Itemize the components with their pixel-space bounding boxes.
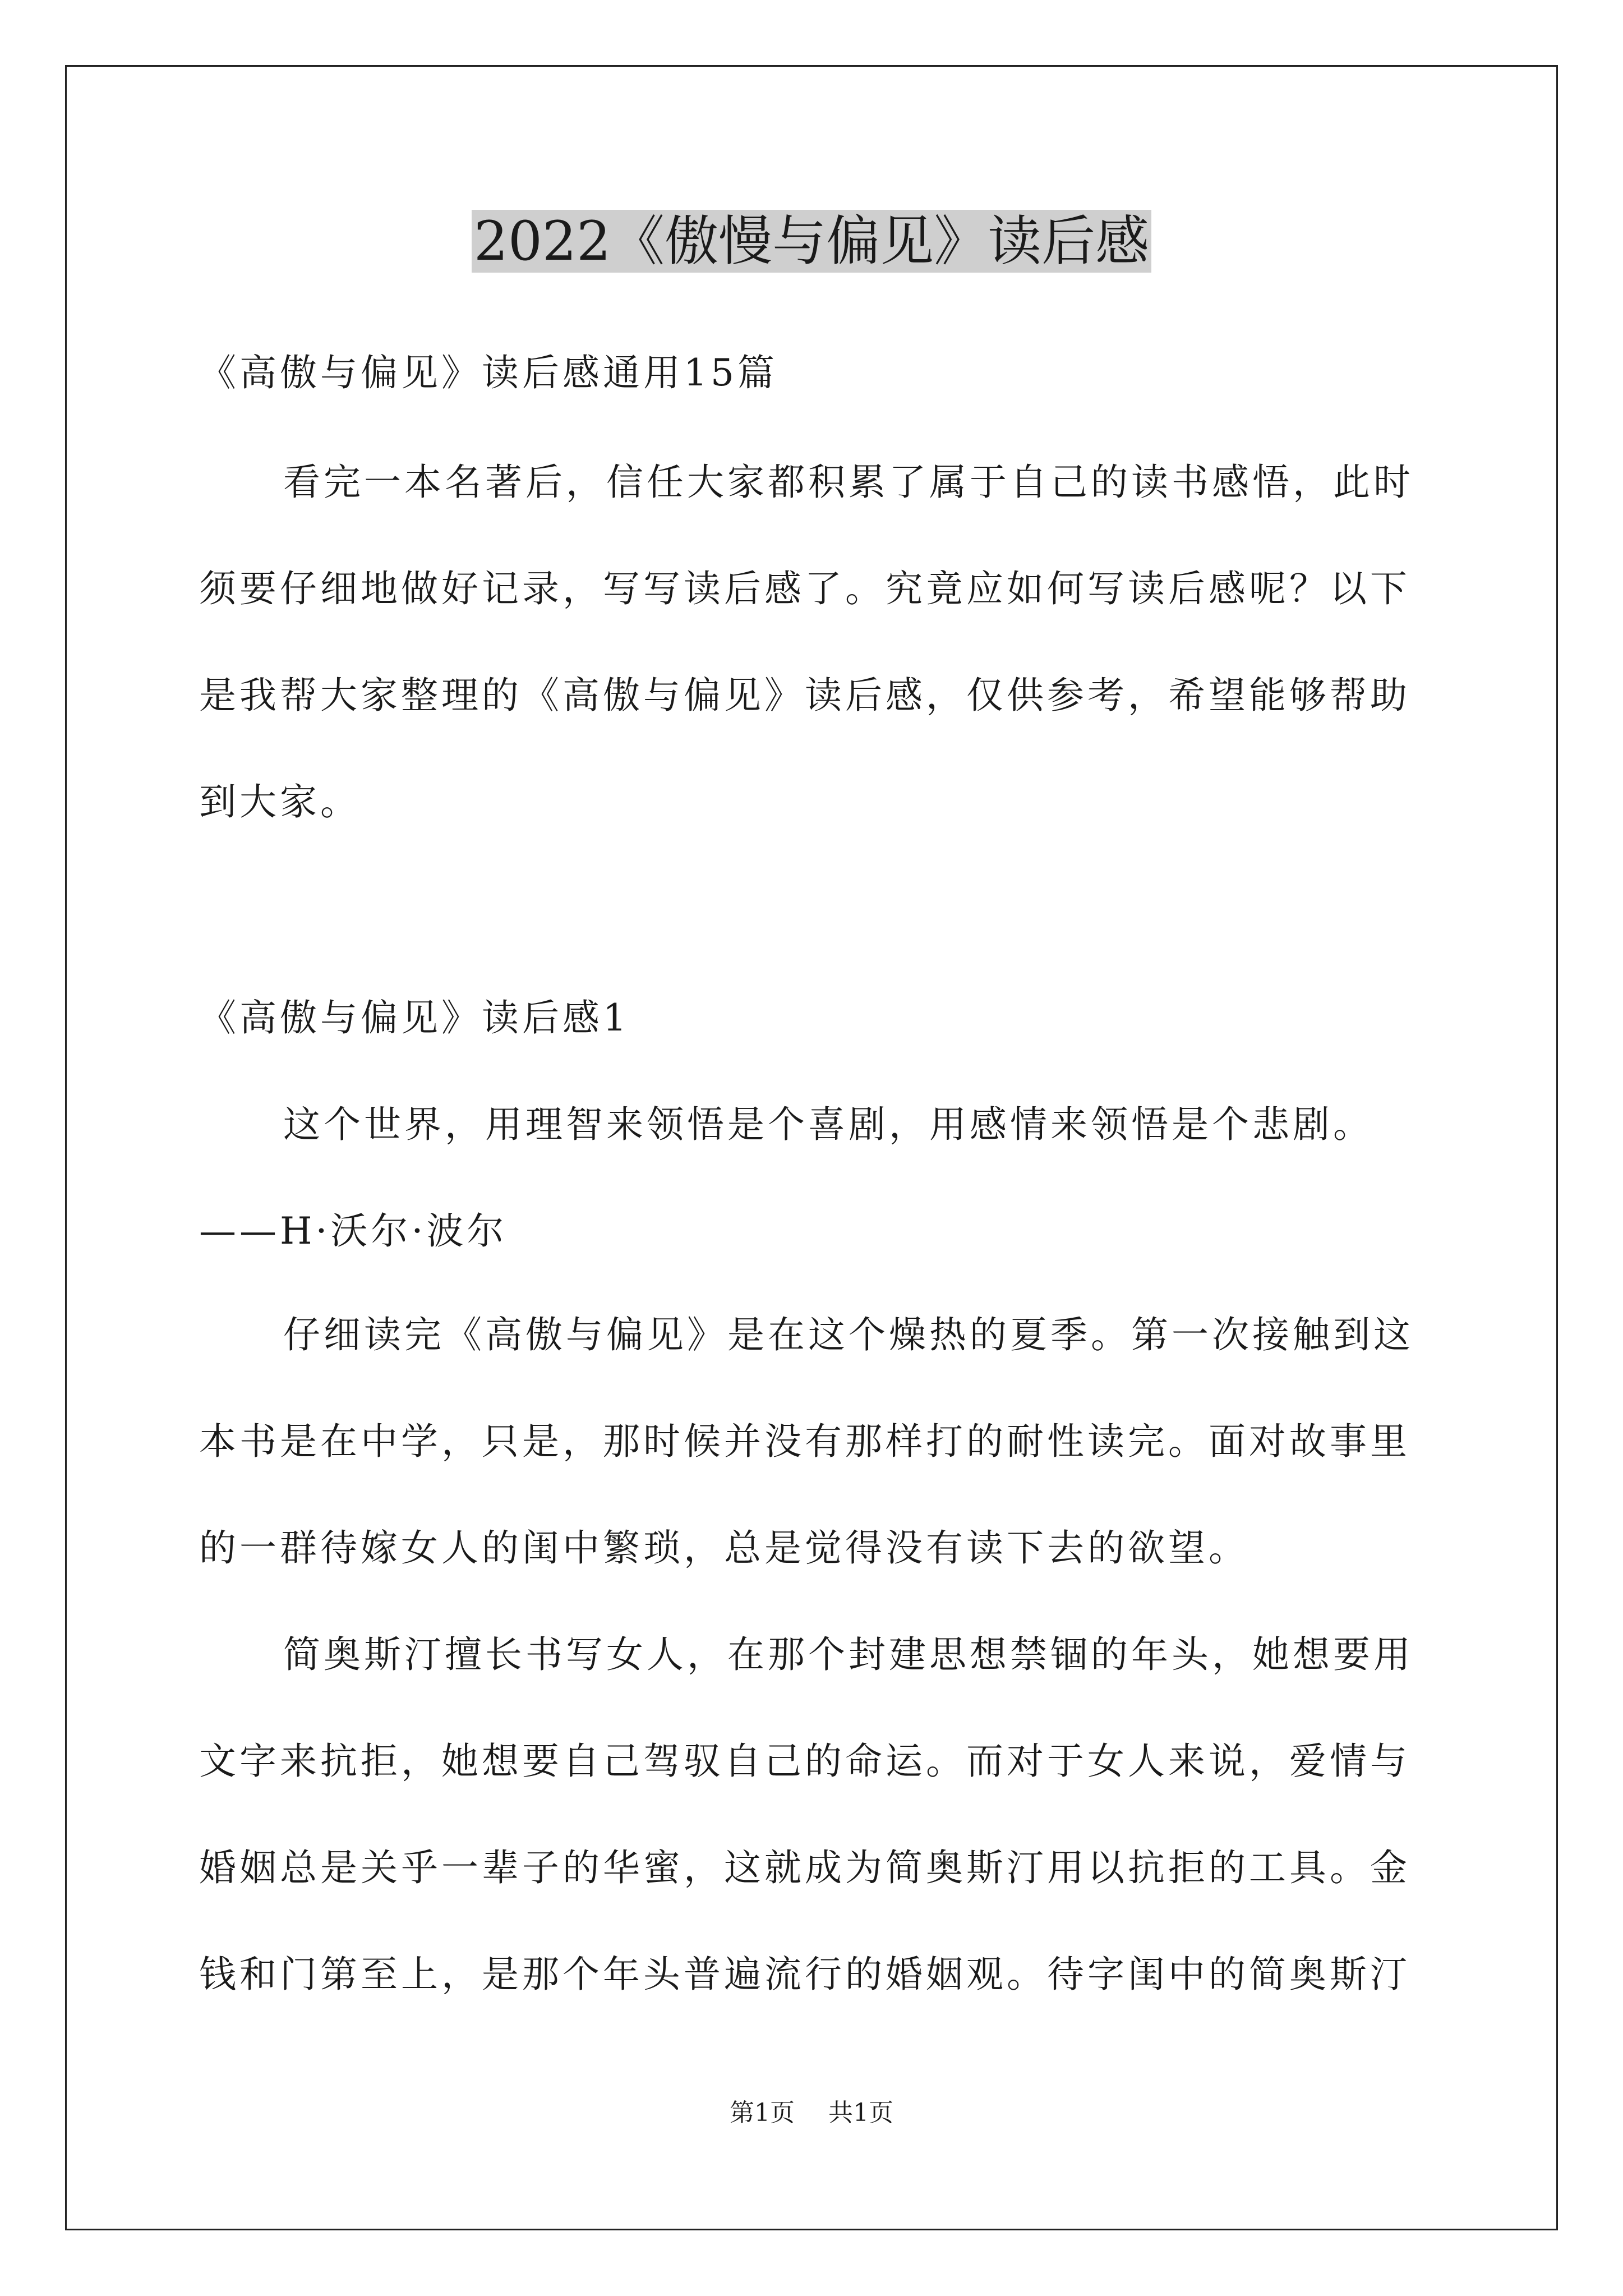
page-number: 第1页 (730, 2099, 795, 2127)
subtitle: 《高傲与偏见》读后感通用15篇 (199, 351, 778, 394)
paragraph-line: 简奥斯汀擅长书写女人，在那个封建思想禁锢的年头，她想要用 (283, 1633, 1414, 1676)
section-heading: 《高傲与偏见》读后感1 (199, 996, 630, 1039)
paragraph-line: 婚姻总是关乎一辈子的华蜜，这就成为简奥斯汀用以抗拒的工具。金 (199, 1846, 1410, 1889)
paragraph-line: 仔细读完《高傲与偏见》是在这个燥热的夏季。第一次接触到这 (283, 1313, 1414, 1356)
paragraph-line: 文字来抗拒，她想要自己驾驭自己的命运。而对于女人来说，爱情与 (199, 1740, 1410, 1783)
document-title (0, 205, 1623, 278)
paragraph-line: 本书是在中学，只是，那时候并没有那样打的耐性读完。面对故事里 (199, 1420, 1410, 1463)
intro-line: 是我帮大家整理的《高傲与偏见》读后感，仅供参考，希望能够帮助 (199, 674, 1410, 717)
intro-line: 到大家。 (199, 780, 361, 823)
paragraph-line: 钱和门第至上，是那个年头普遍流行的婚姻观。待字闺中的简奥斯汀 (199, 1953, 1410, 1996)
page-footer (0, 2092, 1623, 2128)
page-total: 共1页 (828, 2099, 893, 2127)
paragraph-line: 的一群待嫁女人的闺中繁琐，总是觉得没有读下去的欲望。 (199, 1526, 1249, 1570)
intro-line: 看完一本名著后，信任大家都积累了属于自己的读书感悟，此时 (283, 461, 1414, 504)
intro-line: 须要仔细地做好记录，写写读后感了。究竟应如何写读后感呢？以下 (199, 567, 1410, 610)
quote-attribution: ——H·沃尔·波尔 (199, 1209, 508, 1253)
quote-line: 这个世界，用理智来领悟是个喜剧，用感情来领悟是个悲剧。 (283, 1103, 1373, 1146)
document-title-text: 2022《傲慢与偏见》读后感 (472, 210, 1151, 273)
